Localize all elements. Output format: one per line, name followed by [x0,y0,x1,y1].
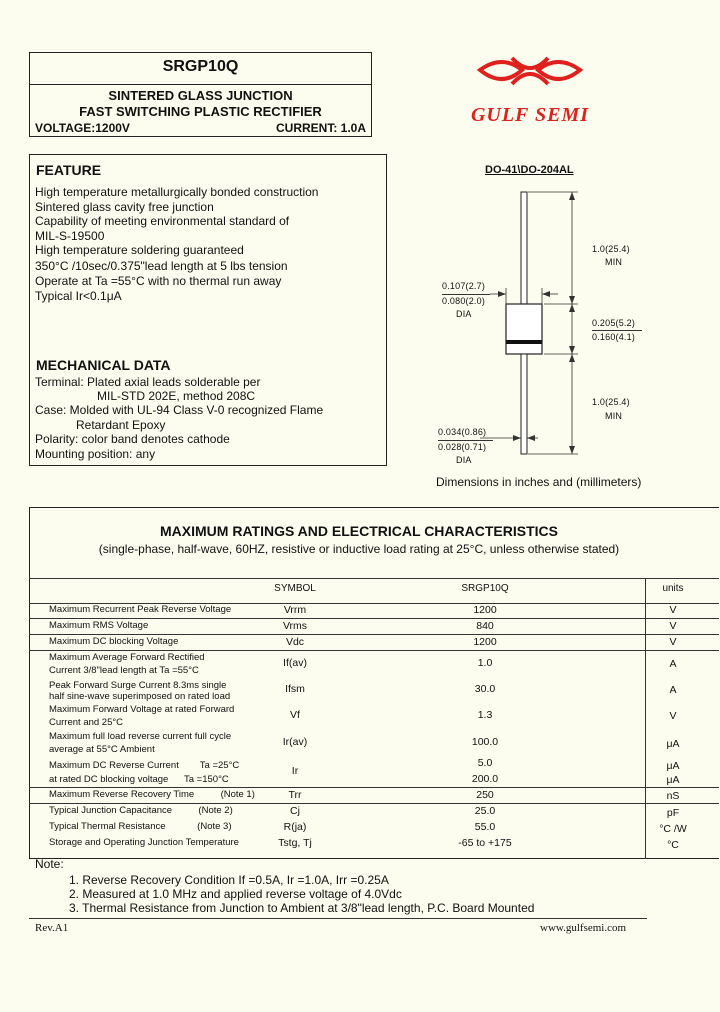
note-item: 1. Reverse Recovery Condition If =0.5A, Ir =1.0A, Irr =0.25A [69,873,389,887]
table-row-unit: V [669,620,677,632]
mechanical-line: Polarity: color band denotes cathode [35,432,230,446]
table-row-value: 840 [476,620,494,632]
table-row-value: 1.3 [477,709,493,721]
table-rule [29,787,719,788]
table-row-param: Maximum DC blocking Voltage [49,636,179,647]
feature-line: 350°C /10sec/0.375"lead length at 5 lbs tension [35,259,288,273]
table-row-unit: μA [666,760,680,772]
website-link[interactable]: www.gulfsemi.com [540,922,627,934]
table-row-value: 30.0 [474,683,496,695]
table-row-unit: pF [666,807,680,819]
feature-title: FEATURE [36,162,102,178]
ratings-subtitle: (single-phase, half-wave, 60HZ, resistive or inductive load rating at 25°C, unless otherwise stated) [98,542,620,556]
table-row-param: at rated DC blocking voltage Ta =150°C [49,774,229,785]
part-number-title: SRGP10Q [162,58,239,75]
dimensions-caption: Dimensions in inches and (millimeters) [436,475,642,489]
table-rule [29,578,719,579]
table-row-symbol: R(ja) [283,821,307,833]
table-row-param: Typical Thermal Resistance (Note 3) [49,821,232,832]
table-row-param: Maximum DC Reverse Current Ta =25°C [49,760,240,771]
table-row-symbol: Vdc [285,636,305,648]
table-row-unit: °C [667,839,679,851]
lead-dia-label: DIA [456,455,472,465]
body-dia-min: 0.080(2.0) [442,296,486,306]
table-row-value: 1200 [473,604,497,616]
mechanical-line: Case: Molded with UL-94 Class V-0 recognized Flame [35,403,324,417]
table-row-symbol: Tstg, Tj [278,837,312,849]
lead-dia-divider [438,440,493,441]
table-row-value: 250 [476,789,494,801]
note-item: 3. Thermal Resistance from Junction to Ambient at 3/8"lead length, P.C. Board Mounted [69,901,535,915]
table-row-unit: nS [666,790,680,802]
lead-length-bot: 1.0(25.4) [592,397,630,407]
feature-line: Operate at Ta =55°C with no thermal run away [35,274,282,288]
table-row-param: average at 55°C Ambient [49,744,155,755]
mechanical-line: Retardant Epoxy [76,418,166,432]
feature-line: Typical Ir<0.1μA [35,289,122,303]
table-row-param: Maximum Recurrent Peak Reverse Voltage [49,604,232,615]
table-row-param: Peak Forward Surge Current 8.3ms single [49,680,227,691]
table-row-value: -65 to +175 [458,837,512,849]
table-row-symbol: Trr [288,789,302,801]
feature-line: High temperature metallurgically bonded construction [35,185,319,199]
table-row-param: Maximum Reverse Recovery Time (Note 1) [49,789,255,800]
table-row-symbol: If(av) [283,657,307,669]
notes-title: Note: [35,857,64,871]
mechanical-line: Terminal: Plated axial leads solderable per [35,375,261,389]
table-row-param: Maximum RMS Voltage [49,620,149,631]
col-units-header: units [662,583,684,594]
table-row-symbol: Ir(av) [282,736,308,748]
mechanical-line: Mounting position: any [35,447,156,461]
table-rule [29,618,719,619]
table-row-value: 55.0 [474,821,496,833]
mechanical-title: MECHANICAL DATA [36,357,171,373]
table-row-value: 5.0 [477,757,493,769]
mechanical-line: MIL-STD 202E, method 208C [97,389,256,403]
gulf-semi-logo [450,48,610,128]
voltage-rating: VOLTAGE:1200V [35,121,130,135]
table-row-unit: μA [666,774,680,786]
table-row-symbol: Vrms [282,620,308,632]
table-row-param: Maximum full load reverse current full cycle [49,731,232,742]
subtitle-line2: FAST SWITCHING PLASTIC RECTIFIER [79,104,322,119]
table-row-param: Maximum Forward Voltage at rated Forward [49,704,235,715]
table-row-param: half sine-wave superimposed on rated load [49,691,231,702]
table-row-symbol: Cj [290,805,300,817]
body-dia-max: 0.107(2.7) [442,281,486,291]
table-row-symbol: Vf [290,709,300,721]
table-row-value: 1.0 [477,657,493,669]
table-row-unit: V [669,636,677,648]
table-row-unit: A [669,658,677,670]
current-rating: CURRENT: 1.0A [275,121,366,135]
footer-rule [29,918,647,919]
table-row-symbol: Vrrm [283,604,307,616]
table-row-symbol: Ifsm [285,683,305,695]
lead-length-bot-min: MIN [605,411,623,421]
package-name: DO-41\DO-204AL [485,164,574,176]
table-row-param: Storage and Operating Junction Temperature [49,837,239,848]
body-len-divider [592,330,642,331]
table-row-symbol: Ir [291,765,299,777]
table-rule [29,650,719,651]
feature-line: Capability of meeting environmental standard of [35,214,290,228]
table-row-param: Current and 25°C [49,717,124,728]
table-row-param: Maximum Average Forward Rectified [49,652,205,663]
body-dia-label: DIA [456,309,472,319]
table-row-unit: V [669,604,677,616]
col-part-header: SRGP10Q [461,583,509,594]
note-item: 2. Measured at 1.0 MHz and applied reverse voltage of 4.0Vdc [69,887,402,901]
table-row-value: 25.0 [474,805,496,817]
table-row-param: Current 3/8"lead length at Ta =55°C [49,665,199,676]
subtitle-line1: SINTERED GLASS JUNCTION [108,88,293,103]
table-row-value: 1200 [473,636,497,648]
feature-line: High temperature soldering guaranteed [35,243,244,257]
feature-line: MIL-S-19500 [35,229,105,243]
feature-line: Sintered glass cavity free junction [35,200,214,214]
brand-name: GULF SEMI [470,104,590,126]
table-row-unit: V [669,710,677,722]
lead-dia-max: 0.034(0.86) [438,427,487,437]
table-row-unit: °C /W [659,823,687,835]
table-row-unit: A [669,684,677,696]
table-row-value: 100.0 [471,736,499,748]
table-rule [29,634,719,635]
lead-dia-min: 0.028(0.71) [438,442,487,452]
table-row-param: Typical Junction Capacitance (Note 2) [49,805,233,816]
body-dia-divider [442,294,490,295]
lead-length-top: 1.0(25.4) [592,244,630,254]
table-row-value: 200.0 [471,773,499,785]
revision-label: Rev.A1 [35,922,69,934]
ratings-title: MAXIMUM RATINGS AND ELECTRICAL CHARACTERISTICS [160,523,558,539]
table-row-unit: μA [666,738,680,750]
lead-length-top-min: MIN [605,257,623,267]
body-len-max: 0.205(5.2) [592,318,636,328]
col-symbol-header: SYMBOL [274,583,316,594]
table-rule [29,803,719,804]
body-len-min: 0.160(4.1) [592,332,636,342]
